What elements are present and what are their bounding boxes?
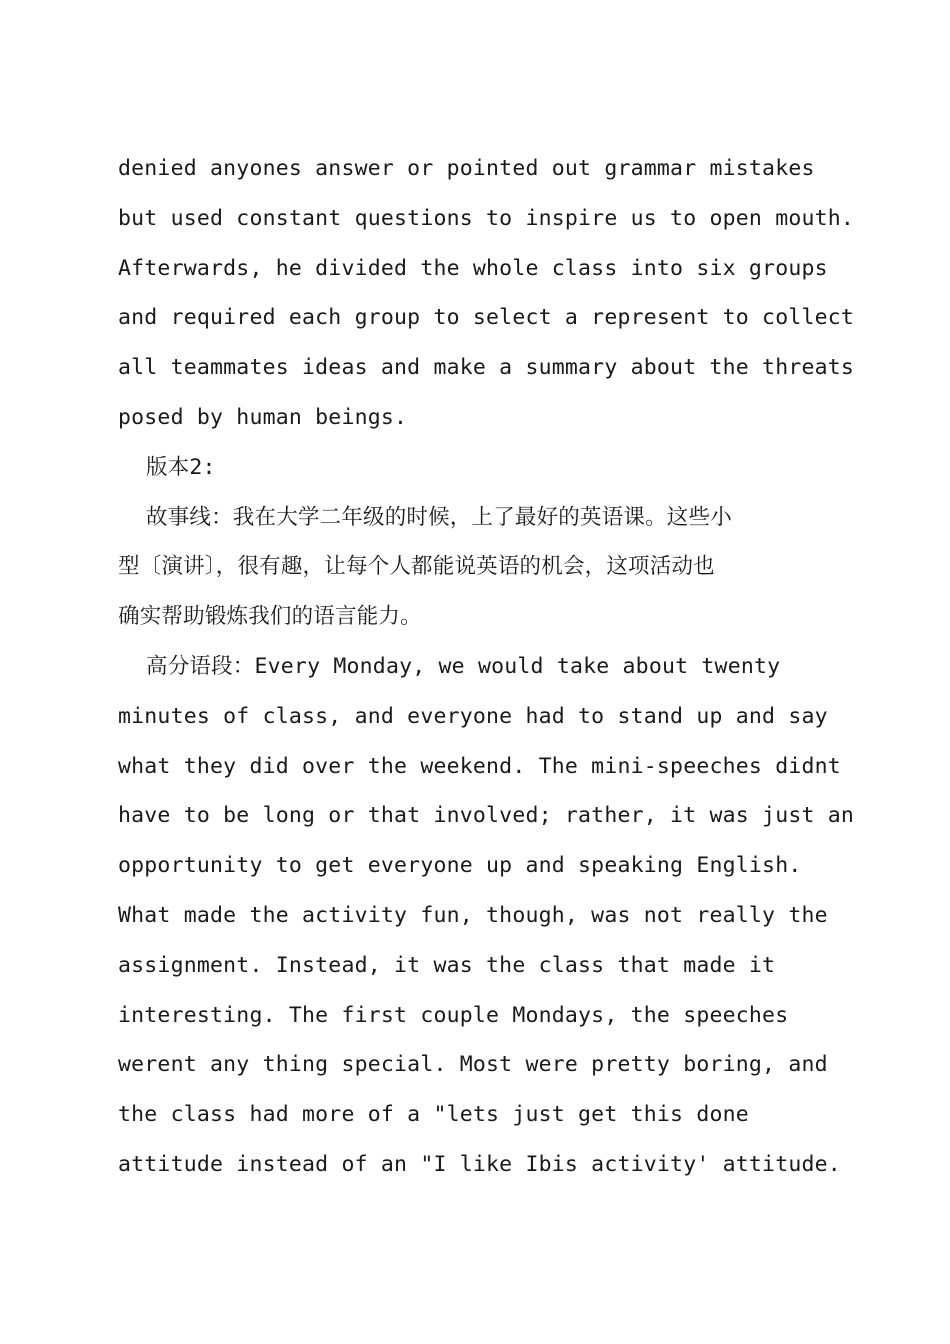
- text-line: have to be long or that involved; rather, it was just an: [118, 803, 855, 829]
- text-line: What made the activity fun, though, was not really the: [118, 902, 828, 928]
- text-line: 故事线：我在大学二年级的时候，上了最好的英语课。这些小: [146, 504, 732, 530]
- text-line: minutes of class, and everyone had to stand up and say: [118, 703, 828, 729]
- text-line: werent any thing special. Most were pretty boring, and: [118, 1052, 828, 1078]
- text-line: all teammates ideas and make a summary about the threats: [118, 355, 855, 381]
- text-line: 型〔演讲〕，很有趣，让每个人都能说英语的机会，这项活动也: [118, 554, 715, 580]
- text-line: what they did over the weekend. The mini-speeches didnt: [118, 753, 841, 779]
- text-line: 确实帮助锻炼我们的语言能力。: [118, 604, 422, 630]
- text-line: the class had more of a "lets just get this done: [118, 1102, 749, 1128]
- storyline-paragraph: [118, 493, 838, 642]
- text-line: posed by human beings.: [118, 404, 408, 430]
- paragraph-1: [118, 144, 855, 443]
- text-line: opportunity to get everyone up and speaking English.: [118, 853, 802, 879]
- text-line: and required each group to select a represent to collect: [118, 305, 855, 331]
- paragraph-2: [118, 642, 855, 1190]
- text-line: but used constant questions to inspire us to open mouth.: [118, 205, 855, 231]
- document-page: [118, 144, 855, 1190]
- text-line: attitude instead of an "I like Ibis activity' attitude.: [118, 1151, 841, 1177]
- text-line: assignment. Instead, it was the class that made it: [118, 952, 776, 978]
- text-line: interesting. The first couple Mondays, the speeches: [118, 1002, 789, 1028]
- text-line: 高分语段：Every Monday, we would take about twenty: [146, 653, 781, 679]
- text-line: Afterwards, he divided the whole class into six groups: [118, 255, 828, 281]
- version-label: 版本2:: [146, 454, 216, 480]
- text-line: denied anyones answer or pointed out grammar mistakes: [118, 156, 815, 181]
